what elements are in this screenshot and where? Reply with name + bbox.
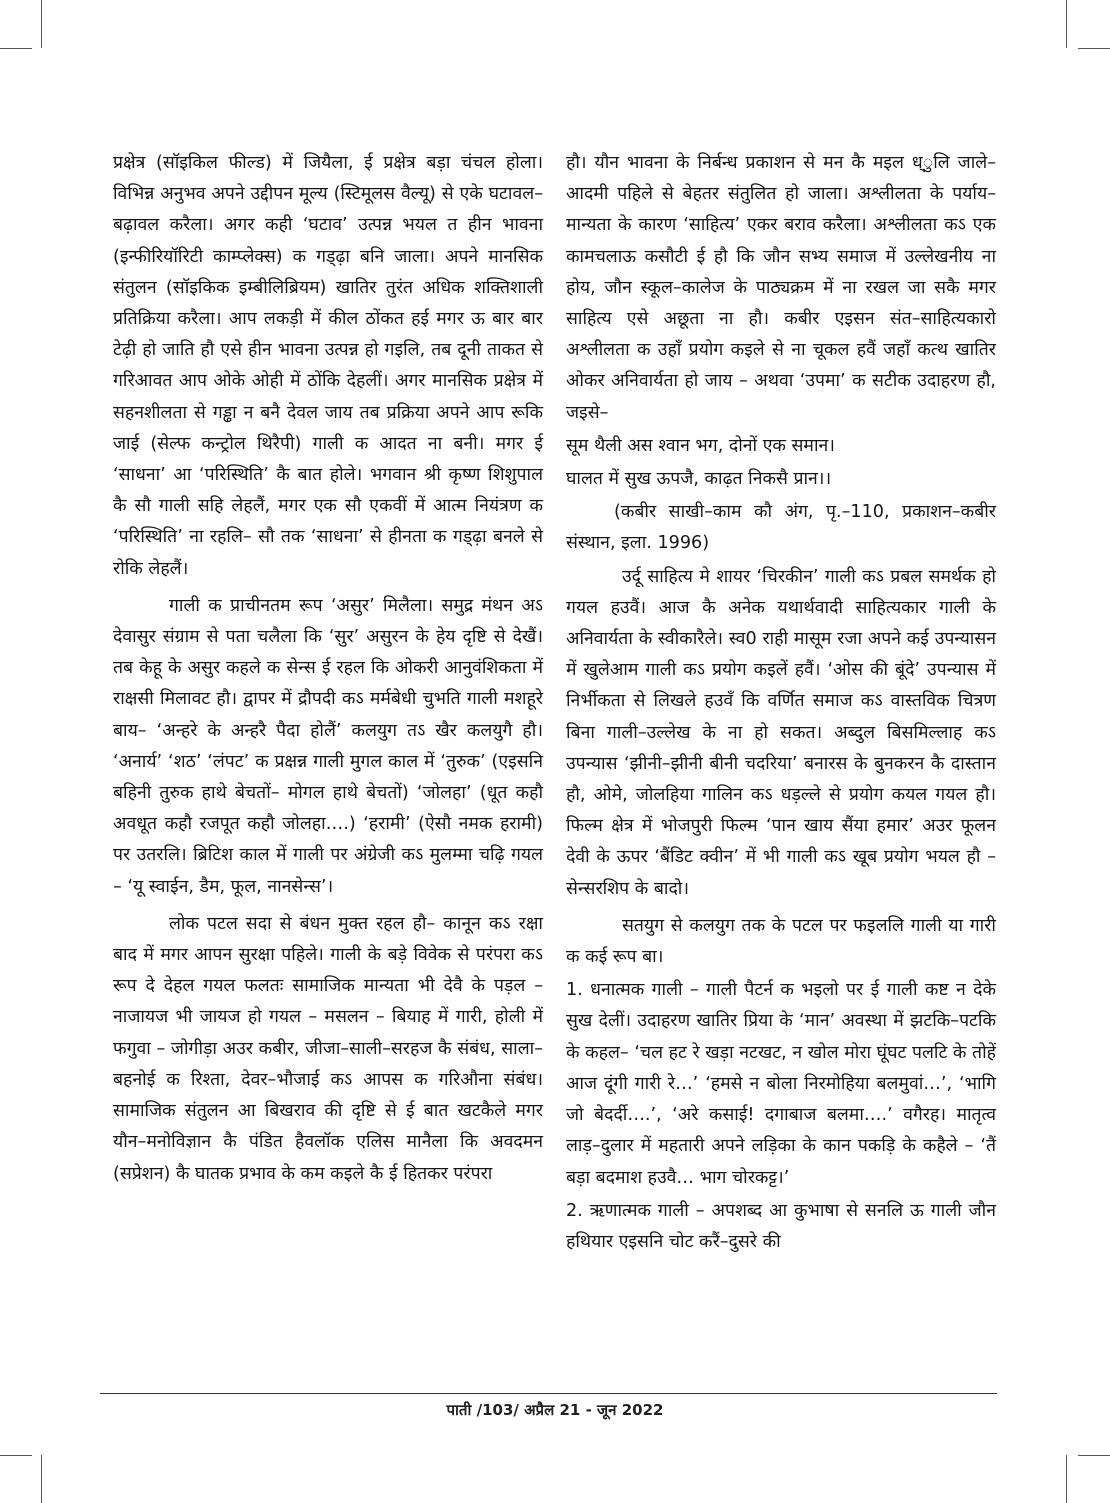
crop-mark xyxy=(0,48,32,49)
list-item: 2. ऋणात्मक गाली – अपशब्द आ कुभाषा से सनलि ऊ गाली जौन हथियार एइसनि चोट करैं–दुसरे की xyxy=(566,1200,996,1252)
paragraph: हौ। यौन भावना के निर्बन्ध प्रकाशन से मन कै मइल ध्ुलि जाले–आदमी पहिले से बेहतर संतुलित हो जाला। अश्लीलता के पर्याय–मान्यता के कारण ‘साहित्य’ एकर बराव करैला। अश्लीलता कऽ एक कामचलाऊ कसौटी ई हौ कि जौन सभ्य समाज में उल्लेखनीय ना होय, जौन स्कूल–कालेज के पाठ्यक्रम में ना रखल जा सकै मगर साहित्य एसे अछूता ना हौ। कबीर एइसन संत–साहित्यकारो अश्लीलता क उहाँ प्रयोग कइले से ना चूकल हवैं जहाँ कत्थ खातिर ओकर अनिवार्यता हो जाय – अथवा ‘उपमा’ क सटीक उदाहरण हौ, जइसे– xyxy=(566,153,996,423)
page-footer: पाती /103/ अप्रैल 21 - जून 2022 xyxy=(446,1401,664,1419)
paragraph: सतयुग से कलयुग तक के पटल पर फइललि गाली या गारी क कई रूप बा। xyxy=(566,915,996,968)
crop-mark xyxy=(1078,48,1110,49)
right-column xyxy=(566,148,996,1260)
crop-mark xyxy=(1066,1455,1067,1503)
list-item: 1. धनात्मक गाली – गाली पैटर्न क भइलो पर ई गाली कष्ट न देके सुख देलीं। उदाहरण खातिर प्रिया के ‘मान’ अवस्था में झटकि–पटकि के कहल– ‘चल हट रे खड़ा नटखट, न खोल मोरा घूंघट पलटि के तोहें आज दूंगी गारी रे…’ ‘हमसे न बोला निरमोहिया बलमुवां…’, ‘भागि जो बेदर्दी….’, ‘अरे कसाई! दगाबाज बलमा….’ वगैरह। मातृत्व लाड़–दुलार में महतारी अपने लड़िका के कान पकड़ि के कहैले – ‘तैं बड़ा बदमाश हउवै… भाग चोरकट्ट।’ xyxy=(566,980,996,1188)
verse-line: घालत में सुख ऊपजै, काढ़त निकसै प्रान।। xyxy=(566,469,832,490)
footer-rule xyxy=(100,1393,997,1394)
paragraph: लोक पटल सदा से बंधन मुक्त रहल हौ– कानून कऽ रक्षा बाद में मगर आपन सुरक्षा पहिले। गाली के बड़े विवेक से परंपरा कऽ रूप दे देहल गयल फलतः सामाजिक मान्यता भी देवै के पड़ल – नाजायज भी जायज हो गयल – मसलन – बियाह में गारी, होली में फगुवा – जोगीड़ा अउर कबीर, जीजा–साली–सरहज कै संबंध, साला–बहनोई क रिश्ता, देवर–भौजाई कऽ आपस क गरिऔना संबंध। सामाजिक संतुलन आ बिखराव की दृष्टि से ई बात खटकैले मगर यौन–मनोविज्ञान कै पंडित हैवलॉक एलिस मानैला कि अवदमन (सप्रेशन) कै घातक प्रभाव के कम कइले कै ई हितकर परंपरा xyxy=(113,913,543,1184)
paragraph: उर्दू साहित्य मे शायर ‘चिरकीन’ गाली कऽ प्रबल समर्थक हो गयल हउवैं। आज कै अनेक यथार्थवादी साहित्यकार गाली के अनिवार्यता के स्वीकारैले। स्व0 राही मासूम रजा अपने कई उपन्यासन में खुलेआम गाली कऽ प्रयोग कइलें हवैं। ‘ओस की बूंदे’ उपन्यास में निर्भीकता से लिखले हउवँ कि वर्णित समाज कऽ वास्तविक चित्रण बिना गाली–उल्लेख के ना हो सकत। अब्दुल बिसमिल्लाह कऽ उपन्यास ‘झीनी–झीनी बीनी चदरिया’ बनारस के बुनकरन कै दास्तान हौ, ओमे, जोलहिया गालिन कऽ धड़ल्ले से प्रयोग कयल गयल हौ। फिल्म क्षेत्र में भोजपुरी फिल्म ‘पान खाय सैंया हमार’ अउर फूलन देवी के ऊपर ‘बैंडिट क्वीन’ में भी गाली कऽ खूब प्रयोग भयल हौ – सेन्सरशिप के बादो। xyxy=(566,566,996,899)
crop-mark xyxy=(41,1455,42,1503)
citation: (कबीर साखी–काम कौ अंग, पृ.–110, प्रकाशन–कबीर संस्थान, इला. 1996) xyxy=(566,502,996,554)
verse-line: सूम थैली अस श्वान भग, दोनों एक समान। xyxy=(566,435,835,456)
crop-mark xyxy=(1078,1455,1110,1456)
crop-mark xyxy=(0,1455,32,1456)
paragraph: प्रक्षेत्र (सॉइकिल फील्ड) में जियैला, ई प्रक्षेत्र बड़ा चंचल होला। विभिन्न अनुभव अपने उद्दीपन मूल्य (स्टिमूलस वैल्यू) से एके घटावल–बढ़ावल करैला। अगर कही ‘घटाव’ उत्पन्न भयल त हीन भावना (इन्फीरियॉरिटी काम्प्लेक्स) क गड्ढ़ा बनि जाला। अपने मानसिक संतुलन (सॉइकिक इम्बीलिब्रियम) खातिर तुरंत अधिक शक्तिशाली प्रतिक्रिया करैला। आप लकड़ी में कील ठोंकत हई मगर ऊ बार बार टेढ़ी हो जाति हौ एसे हीन भावना उत्पन्न हो गइलि, तब दूनी ताकत से गरिआवत आप ओके ओही में ठोंकि देहलीं। अगर मानसिक प्रक्षेत्र में सहनशीलता से गड्ढा न बनै देवल जाय तब प्रक्रिया अपने आप रूकि जाई (सेल्फ कन्ट्रोल थिरैपी) गाली क आदत ना बनी। मगर ई ‘साधना’ आ ‘परिस्थिति’ कै बात होले। भगवान श्री कृष्ण शिशुपाल कै सौ गाली सहि लेहलैं, मगर एक सौ एकवीं में आत्म नियंत्रण क ‘परिस्थिति’ ना रहलि– सौ तक ‘साधना’ से हीनता क गड्ढ़ा बनले से रोकि लेहलैं। xyxy=(113,153,543,579)
crop-mark xyxy=(1066,0,1067,48)
crop-mark xyxy=(41,0,42,48)
left-column xyxy=(113,148,543,1192)
paragraph: गाली क प्राचीनतम रूप ‘असुर’ मिलैला। समुद्र मंथन अऽ देवासुर संग्राम से पता चलैला कि ‘सुर’ असुरन के हेय दृष्टि से देखैं। तब केहू के असुर कहले क सेन्स ई रहल कि ओकरी आनुवंशिकता में राक्षसी मिलावट हौ। द्वापर में द्रौपदी कऽ मर्मबेधी चुभति गाली मशहूरे बाय– ‘अन्हरे के अन्हरै पैदा होलैं’ कलयुग तऽ खैर कलयुगै हौ। ‘अनार्य’ ‘शठ’ ‘लंपट’ क प्रक्षन्न गाली मुगल काल में ‘तुरुक’ (एइसनि बहिनी तुरुक हाथे बेचतों– मोगल हाथे बेचतों) ‘जोलहा’ (धूत कहौ अवधूत कहौ रजपूत कहौ जोलहा….) ‘हरामी’ (ऐसौ नमक हरामी) पर उतरलि। ब्रिटिश काल में गाली पर अंग्रेजी कऽ मुलम्मा चढ़ि गयल – ‘यू स्वाईन, डैम, फूल, नानसेन्स’। xyxy=(113,595,543,897)
